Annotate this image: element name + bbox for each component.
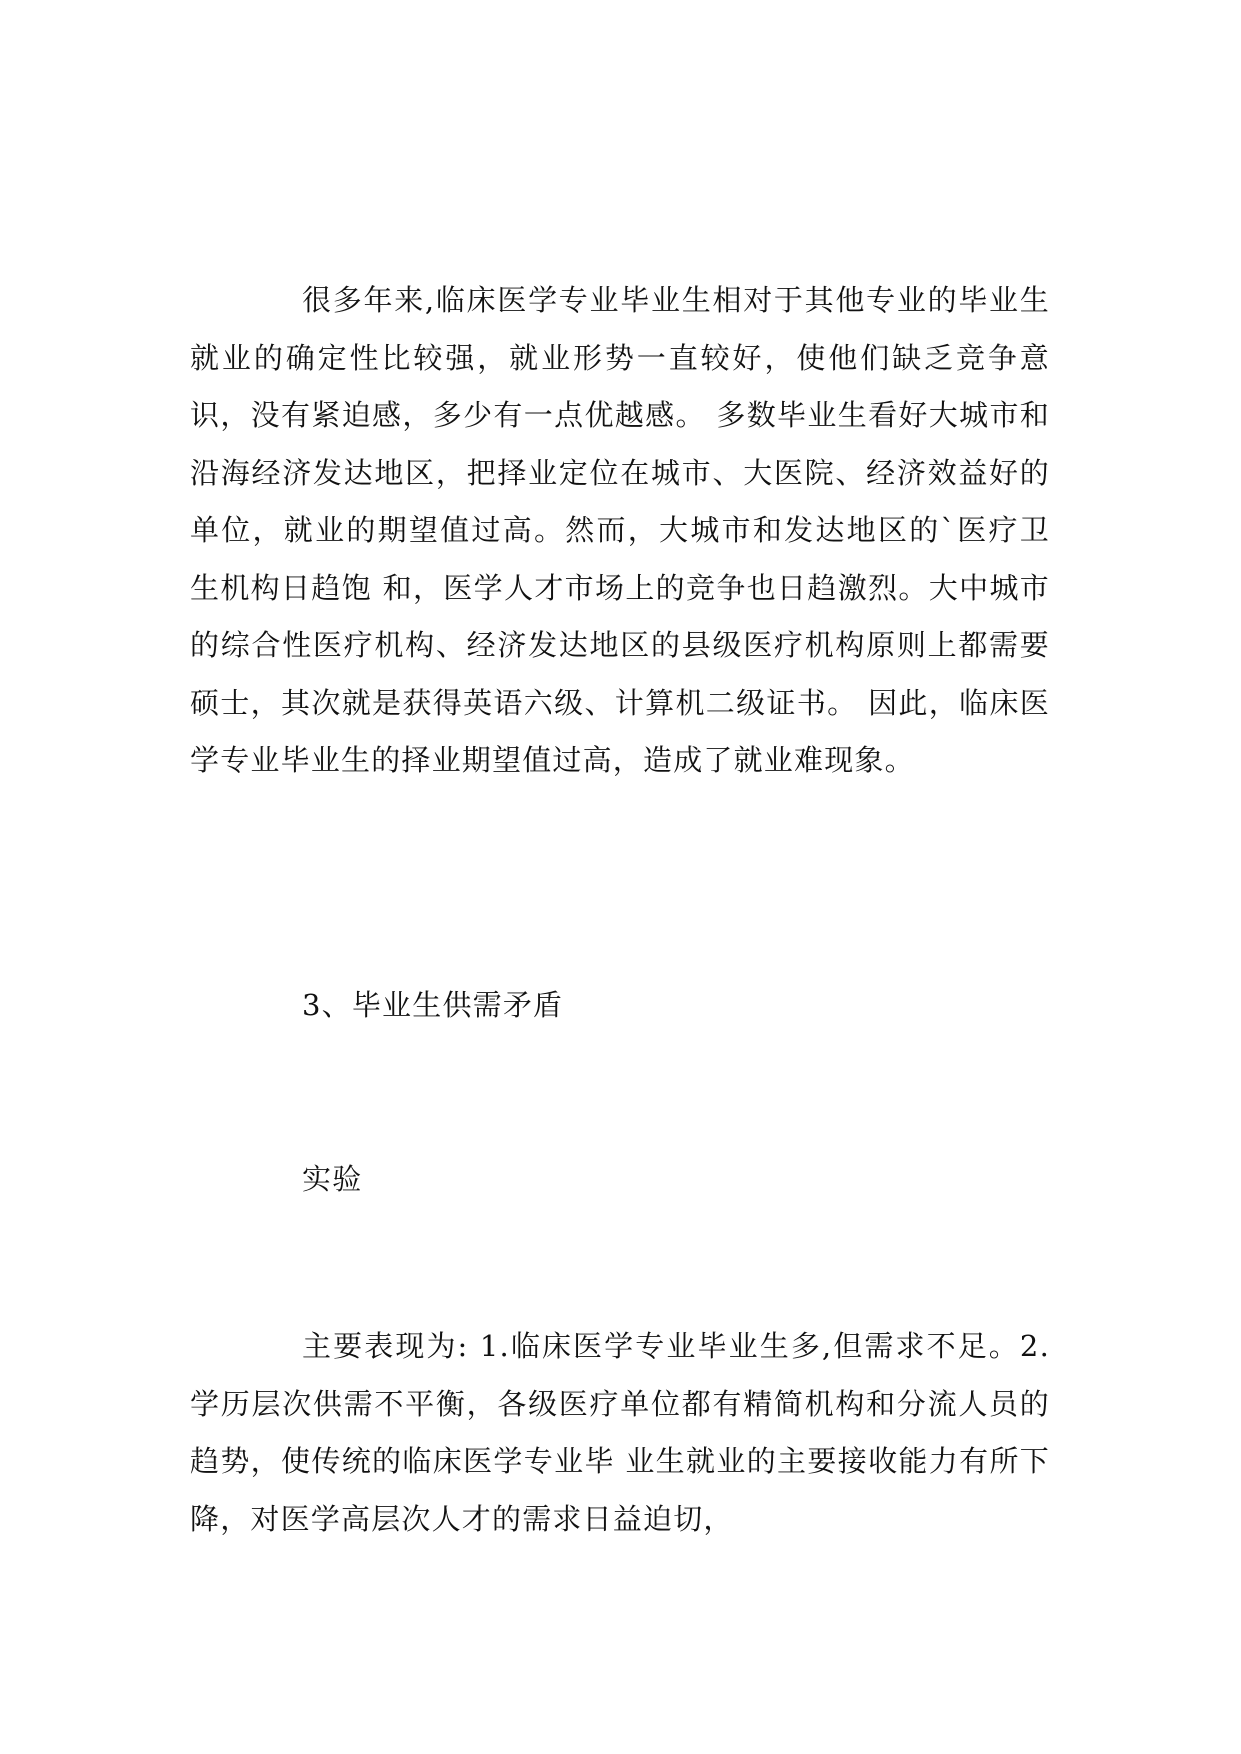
section-label-experiment: 实验 <box>302 1162 363 1196</box>
body-paragraph-employment-expectations: 很多年来,临床医学专业毕业生相对于其他专业的毕业生就业的确定性比较强，就业形势一直较好，使他们缺乏竞争意识，没有紧迫感，多少有一点优越感。 多数毕业生看好大城市和沿海经济发达地区，把择业定位在城市、大医院、经济效益好的单位，就业的期望值过高。然而，大城市和发达地区的`医疗卫生机构日趋饱 和，医学人才市场上的竞争也日趋激烈。大中城市的综合性医疗机构、经济发达地区的县级医疗机构原则上都需要硕士，其次就是获得英语六级、计算机二级证书。 因此，临床医学专业毕业生的择业期望值过高，造成了就业难现象。 <box>190 283 1050 777</box>
section-heading-supply-demand: 3、毕业生供需矛盾 <box>302 988 564 1022</box>
body-paragraph-main-manifestations: 主要表现为: 1.临床医学专业毕业生多,但需求不足。2.学历层次供需不平衡，各级医疗单位都有精简机构和分流人员的趋势，使传统的临床医学专业毕 业生就业的主要接收能力有所下降，对医学高层次人才的需求日益迫切， <box>190 1329 1050 1536</box>
